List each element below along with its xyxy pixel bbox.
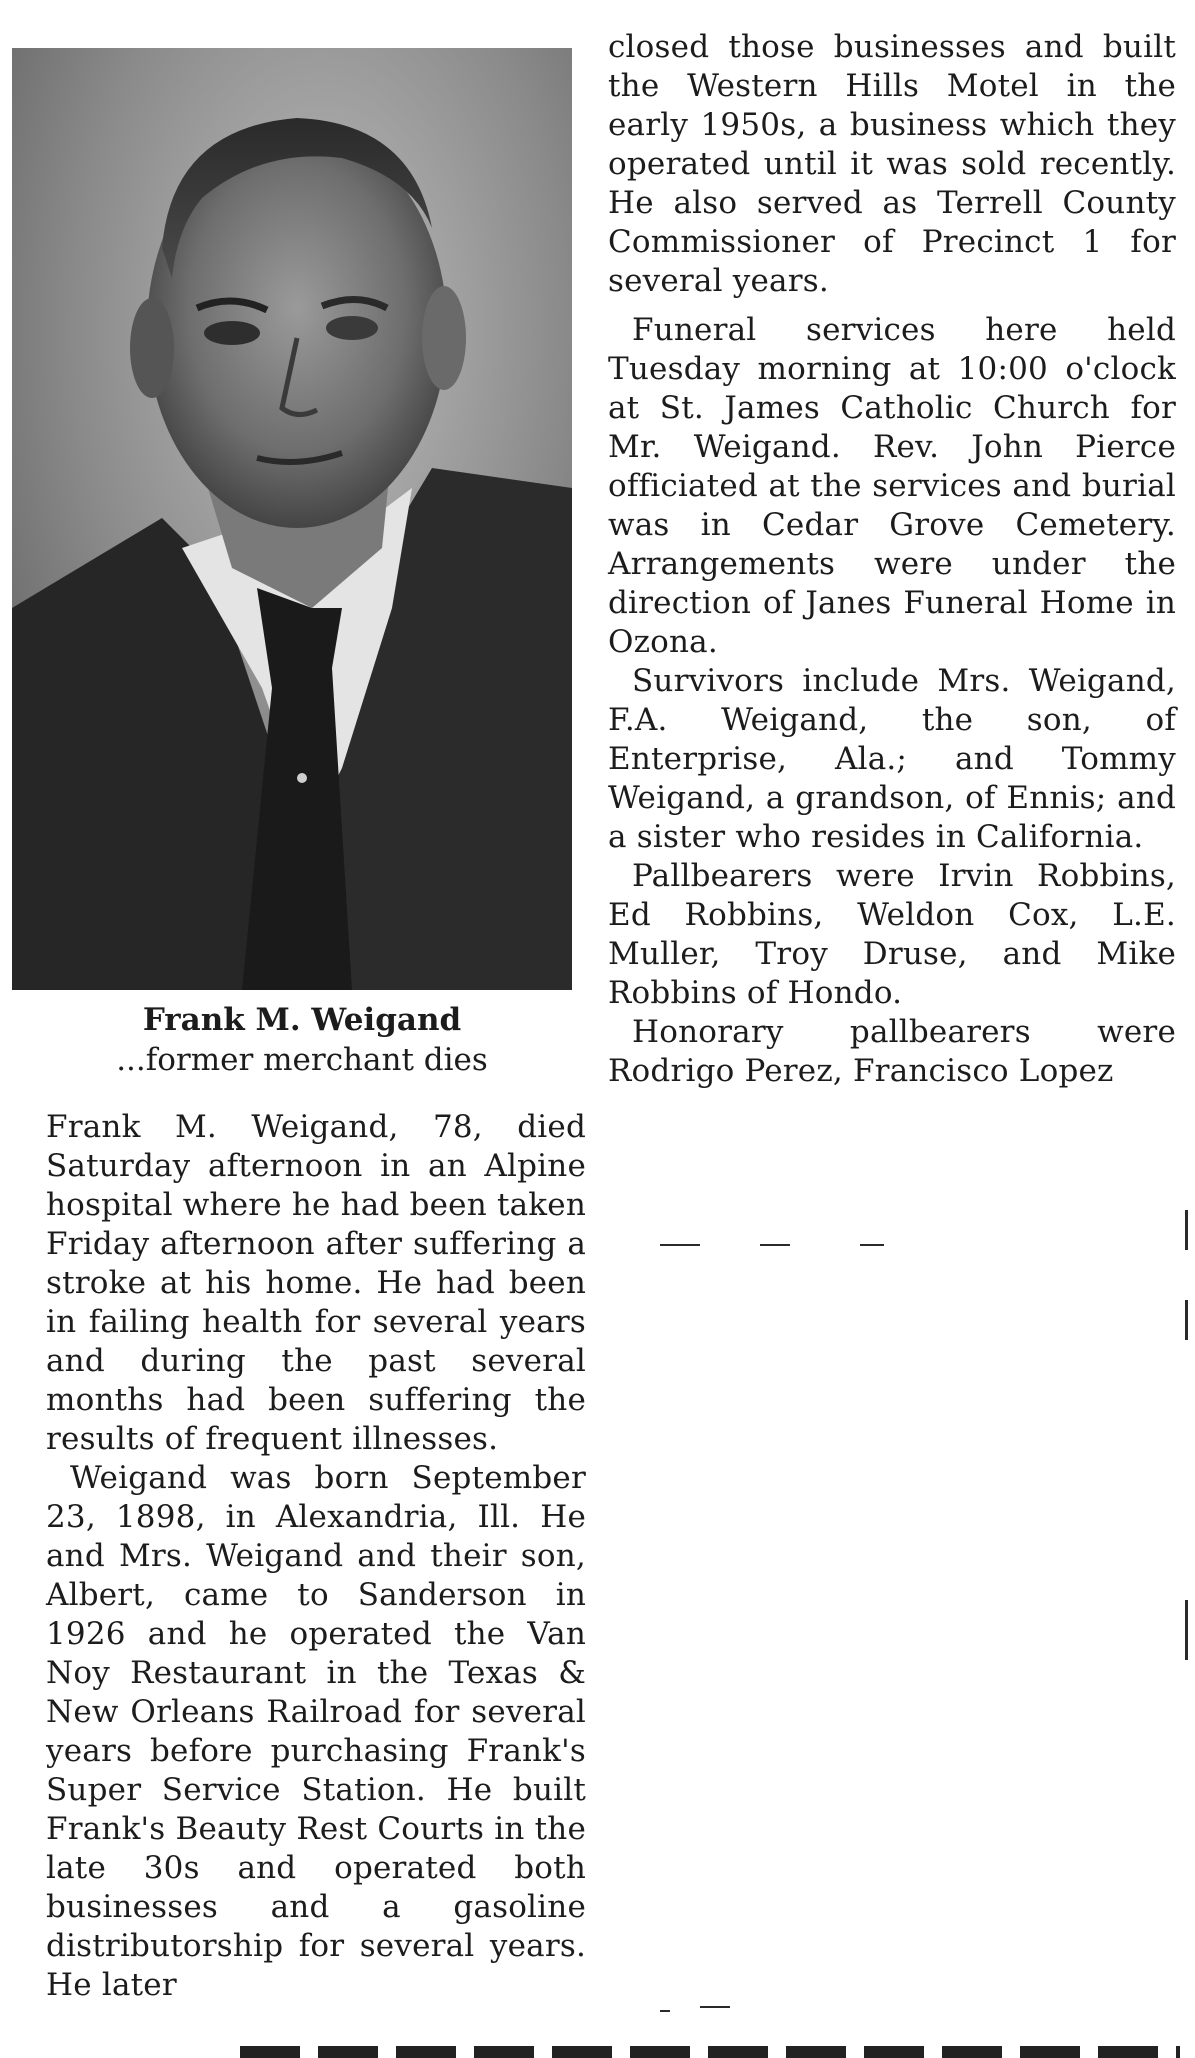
scan-mark [1185,1300,1188,1340]
caption-subtitle: ...former merchant dies [116,1042,488,1078]
article-paragraph: Frank M. Weigand, 78, died Saturday afternoon in an Alpine hospital where he had been taken Friday afternoon after suffering a stroke at his home. He had been in failing health for several years and during the past several months had been suffering the results of frequent illnesses. [46,1109,586,1457]
caption-name: Frank M. Weigand [142,1002,462,1038]
scan-mark [1185,1600,1188,1660]
article-right-column [608,28,1176,1091]
article-paragraph: Pallbearers were Irvin Robbins, Ed Robbins, Weldon Cox, L.E. Muller, Troy Druse, and Mike Robbins of Hondo. [608,858,1176,1011]
bottom-cut-edge [240,2046,1180,2058]
scan-mark [760,1244,790,1246]
article-paragraph: Survivors include Mrs. Weigand, F.A. Weigand, the son, of Enterprise, Ala.; and Tommy Weigand, a grandson, of Ennis; and a sister who resides in California. [608,663,1176,855]
article-paragraph: closed those businesses and built the Western Hills Motel in the early 1950s, a business which they operated until it was sold recently. He also served as Terrell County Commissioner of Precinct 1 for several years. [608,29,1176,299]
scan-mark [1185,1210,1188,1250]
photo-caption [62,1000,542,1080]
portrait-photo [12,48,572,990]
article-paragraph: Funeral services here held Tuesday morning at 10:00 o'clock at St. James Catholic Church for Mr. Weigand. Rev. John Pierce officiated at the services and burial was in Cedar Grove Cemetery. Arrangements were under the direction of Janes Funeral Home in Ozona. [608,312,1176,660]
scan-mark [860,1244,884,1246]
article-left-column [46,1108,586,2005]
scan-mark [660,2010,670,2012]
scan-mark [660,1244,700,1246]
article-paragraph: Honorary pallbearers were Rodrigo Perez, Francisco Lopez [608,1014,1176,1089]
article-paragraph: Weigand was born September 23, 1898, in Alexandria, Ill. He and Mrs. Weigand and their son, Albert, came to Sanderson in 1926 and he operated the Van Noy Restaurant in the Texas & New Orleans Railroad for several years before purchasing Frank's Super Service Station. He built Frank's Beauty Rest Courts in the late 30s and operated both businesses and a gasoline distributorship for several years. He later [46,1460,586,2003]
scan-mark [700,2006,730,2008]
